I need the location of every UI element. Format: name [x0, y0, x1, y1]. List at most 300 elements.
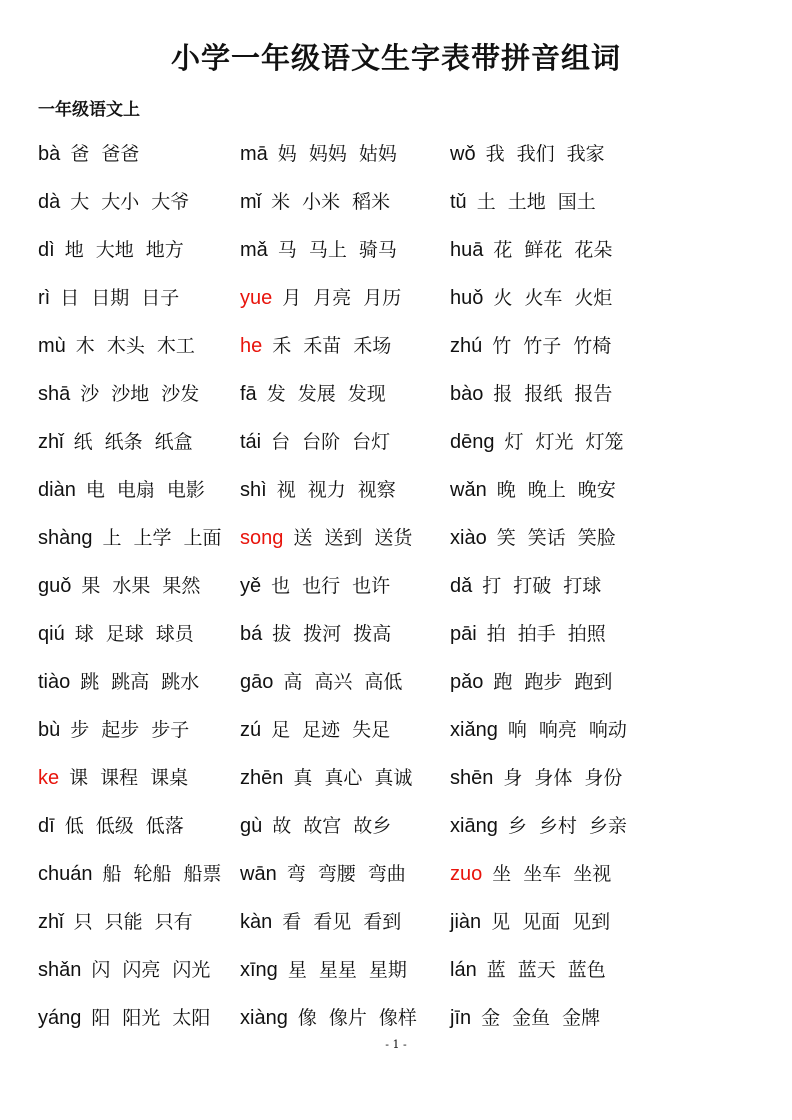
vocab-entry: [38, 948, 210, 996]
pinyin: tǔ: [450, 191, 467, 213]
vocab-entry: [240, 996, 417, 1044]
vocab-entry: [450, 948, 606, 996]
vocab-entry: [38, 804, 184, 852]
word: 闪光: [172, 959, 211, 981]
pinyin: xiào: [450, 527, 487, 549]
pinyin: dī: [38, 815, 55, 837]
vocab-entry: [450, 228, 612, 276]
word: 身体: [534, 767, 573, 789]
character: 月: [282, 287, 302, 309]
character: 弯: [286, 863, 306, 885]
word: 见到: [572, 911, 611, 933]
vocab-entry: [240, 228, 397, 276]
character: 报: [493, 383, 513, 405]
vocab-entry: [38, 228, 184, 276]
word: 纸条: [104, 431, 143, 453]
vocab-entry: [450, 996, 600, 1044]
character: 故: [272, 815, 292, 837]
pinyin: shǎn: [38, 959, 82, 981]
word: 视力: [307, 479, 346, 501]
word: 大地: [95, 239, 134, 261]
character: 阳: [91, 1007, 111, 1029]
word: 星星: [318, 959, 357, 981]
vocab-entry: [240, 708, 390, 756]
pinyin: mǐ: [240, 191, 262, 213]
word: 报告: [574, 383, 613, 405]
character: 高: [283, 671, 303, 693]
word: 课程: [100, 767, 139, 789]
character: 上: [102, 527, 122, 549]
character: 跳: [80, 671, 100, 693]
word: 上学: [133, 527, 172, 549]
vocab-entry: [240, 468, 396, 516]
pinyin: yě: [240, 575, 262, 597]
word: 笑脸: [577, 527, 616, 549]
character: 也: [271, 575, 291, 597]
character: 只: [73, 911, 93, 933]
character: 视: [276, 479, 296, 501]
pinyin: zhú: [450, 335, 483, 357]
word: 跑步: [524, 671, 563, 693]
vocab-entry: [38, 564, 200, 612]
pinyin: zhǐ: [38, 431, 64, 453]
word: 日子: [141, 287, 180, 309]
character: 见: [491, 911, 511, 933]
character: 台: [271, 431, 291, 453]
character: 火: [493, 287, 513, 309]
word: 低级: [95, 815, 134, 837]
character: 笑: [496, 527, 516, 549]
word: 步子: [151, 719, 190, 741]
word: 轮船: [133, 863, 172, 885]
character: 米: [271, 191, 291, 213]
word: 跳高: [111, 671, 150, 693]
vocab-entry: [38, 180, 189, 228]
vocab-row: [0, 900, 792, 948]
vocab-row: [0, 228, 792, 276]
character: 金: [481, 1007, 501, 1029]
pinyin: zhǐ: [38, 911, 64, 933]
vocab-entry: [450, 852, 611, 900]
word: 蓝天: [517, 959, 556, 981]
word: 国土: [557, 191, 596, 213]
word: 真心: [324, 767, 363, 789]
vocab-entry: [240, 132, 397, 180]
word: 闪亮: [122, 959, 161, 981]
character: 足: [271, 719, 291, 741]
word: 只能: [104, 911, 143, 933]
word: 也行: [302, 575, 341, 597]
character: 禾: [272, 335, 292, 357]
character: 星: [287, 959, 307, 981]
character: 乡: [507, 815, 527, 837]
pinyin: xiàng: [240, 1007, 288, 1029]
pinyin: qiú: [38, 623, 65, 645]
vocab-entry: [450, 132, 605, 180]
word: 木头: [106, 335, 145, 357]
vocab-row: [0, 372, 792, 420]
word: 马上: [308, 239, 347, 261]
pinyin: diàn: [38, 479, 76, 501]
pinyin: shā: [38, 383, 71, 405]
character: 蓝: [486, 959, 506, 981]
pinyin: wǎn: [450, 479, 487, 501]
word: 送到: [324, 527, 363, 549]
vocab-entry: [450, 372, 612, 420]
vocab-entry: [38, 660, 199, 708]
word: 稻米: [352, 191, 391, 213]
word: 电扇: [116, 479, 155, 501]
vocab-entry: [240, 420, 390, 468]
character: 拍: [486, 623, 506, 645]
pinyin: huā: [450, 239, 484, 261]
vocab-entry: [38, 900, 193, 948]
character: 灯: [504, 431, 524, 453]
vocab-entry: [38, 276, 179, 324]
vocab-entry: [240, 660, 402, 708]
character: 纸: [73, 431, 93, 453]
word: 像样: [378, 1007, 417, 1029]
vocab-entry: [450, 180, 596, 228]
word: 看到: [363, 911, 402, 933]
vocab-row: [0, 804, 792, 852]
pinyin: dǎ: [450, 575, 473, 597]
vocabulary-table: [0, 132, 792, 1044]
vocab-row: [0, 180, 792, 228]
pinyin: bà: [38, 143, 61, 165]
character: 步: [70, 719, 90, 741]
vocab-row: [0, 612, 792, 660]
vocab-entry: [38, 612, 194, 660]
pinyin: dì: [38, 239, 55, 261]
pinyin: zú: [240, 719, 262, 741]
word: 高低: [364, 671, 403, 693]
word: 木工: [156, 335, 195, 357]
word: 姑妈: [358, 143, 397, 165]
character: 跑: [493, 671, 513, 693]
word: 灯光: [535, 431, 574, 453]
word: 花朵: [574, 239, 613, 261]
character: 打: [482, 575, 502, 597]
vocab-row: [0, 948, 792, 996]
word: 课桌: [150, 767, 189, 789]
pinyin: zhēn: [240, 767, 284, 789]
word: 拨高: [353, 623, 392, 645]
word: 灯笼: [585, 431, 624, 453]
vocab-entry: [38, 996, 210, 1044]
vocab-row: [0, 708, 792, 756]
vocab-row: [0, 852, 792, 900]
vocab-entry: [450, 660, 612, 708]
pinyin: shì: [240, 479, 267, 501]
word: 晚上: [527, 479, 566, 501]
pinyin: dēng: [450, 431, 495, 453]
pinyin: pǎo: [450, 671, 484, 693]
word: 像片: [328, 1007, 367, 1029]
word: 只有: [154, 911, 193, 933]
vocab-entry: [450, 516, 616, 564]
word: 沙发: [161, 383, 200, 405]
word: 骑马: [358, 239, 397, 261]
word: 纸盒: [154, 431, 193, 453]
word: 笑话: [527, 527, 566, 549]
word: 坐车: [523, 863, 562, 885]
word: 拨河: [303, 623, 342, 645]
word: 坐视: [573, 863, 612, 885]
word: 竹椅: [573, 335, 612, 357]
word: 球员: [155, 623, 194, 645]
vocab-row: [0, 756, 792, 804]
character: 看: [282, 911, 302, 933]
vocab-row: [0, 132, 792, 180]
pinyin: bù: [38, 719, 61, 741]
word: 发展: [297, 383, 336, 405]
pinyin: mù: [38, 335, 66, 357]
pinyin: kàn: [240, 911, 273, 933]
word: 阳光: [122, 1007, 161, 1029]
character: 拔: [272, 623, 292, 645]
word: 水果: [112, 575, 151, 597]
vocab-entry: [450, 804, 627, 852]
word: 起步: [101, 719, 140, 741]
vocab-entry: [450, 324, 611, 372]
vocab-entry: [240, 180, 390, 228]
character: 土: [476, 191, 496, 213]
word: 也许: [352, 575, 391, 597]
word: 失足: [352, 719, 391, 741]
pinyin: jīn: [450, 1007, 472, 1029]
vocab-row: [0, 996, 792, 1044]
pinyin: pāi: [450, 623, 477, 645]
vocab-entry: [450, 276, 612, 324]
vocab-entry: [450, 564, 601, 612]
word: 乡村: [538, 815, 577, 837]
vocab-entry: [450, 612, 606, 660]
word: 金鱼: [512, 1007, 551, 1029]
vocab-entry: [450, 756, 622, 804]
character: 真: [293, 767, 313, 789]
character: 闪: [91, 959, 111, 981]
word: 弯曲: [367, 863, 406, 885]
character: 课: [69, 767, 89, 789]
word: 电影: [166, 479, 205, 501]
character: 送: [293, 527, 313, 549]
vocab-entry: [38, 132, 151, 180]
word: 火炬: [574, 287, 613, 309]
vocab-entry: [240, 804, 391, 852]
vocab-entry: [450, 900, 610, 948]
pinyin: chuán: [38, 863, 93, 885]
vocab-entry: [38, 516, 222, 564]
vocab-row: [0, 420, 792, 468]
character: 竹: [492, 335, 512, 357]
pinyin: zuo: [450, 863, 483, 885]
vocab-entry: [38, 708, 189, 756]
vocab-row: [0, 276, 792, 324]
vocab-entry: [240, 852, 406, 900]
vocab-entry: [240, 276, 401, 324]
word: 土地: [507, 191, 546, 213]
word: 打球: [563, 575, 602, 597]
word: 发现: [347, 383, 386, 405]
word: 台灯: [352, 431, 391, 453]
vocab-entry: [38, 324, 195, 372]
character: 我: [485, 143, 505, 165]
word: 星期: [368, 959, 407, 981]
character: 妈: [277, 143, 297, 165]
word: 故宫: [303, 815, 342, 837]
character: 身: [503, 767, 523, 789]
character: 响: [507, 719, 527, 741]
pinyin: guǒ: [38, 575, 72, 597]
character: 发: [266, 383, 286, 405]
pinyin: rì: [38, 287, 51, 309]
word: 台阶: [302, 431, 341, 453]
word: 真诚: [374, 767, 413, 789]
pinyin: gāo: [240, 671, 274, 693]
pinyin: ke: [38, 767, 60, 789]
pinyin: lán: [450, 959, 477, 981]
word: 拍手: [517, 623, 556, 645]
pinyin: gù: [240, 815, 263, 837]
vocab-row: [0, 564, 792, 612]
word: 火车: [524, 287, 563, 309]
word: 高兴: [314, 671, 353, 693]
word: 送货: [374, 527, 413, 549]
page-number: - 1 -: [385, 1038, 407, 1051]
vocab-row: [0, 324, 792, 372]
character: 爸: [70, 143, 90, 165]
word: 响亮: [538, 719, 577, 741]
vocab-entry: [38, 420, 193, 468]
word: 报纸: [524, 383, 563, 405]
pinyin: bào: [450, 383, 484, 405]
word: 太阳: [172, 1007, 211, 1029]
pinyin: song: [240, 527, 284, 549]
word: 打破: [513, 575, 552, 597]
character: 果: [81, 575, 101, 597]
word: 我们: [516, 143, 555, 165]
vocab-entry: [240, 756, 412, 804]
word: 日期: [91, 287, 130, 309]
word: 跳水: [161, 671, 200, 693]
vocab-row: [0, 516, 792, 564]
vocab-entry: [240, 372, 386, 420]
vocab-entry: [38, 756, 188, 804]
word: 看见: [313, 911, 352, 933]
pinyin: he: [240, 335, 263, 357]
pinyin: jiàn: [450, 911, 482, 933]
vocab-row: [0, 468, 792, 516]
word: 果然: [162, 575, 201, 597]
character: 船: [102, 863, 122, 885]
character: 电: [85, 479, 105, 501]
word: 船票: [183, 863, 222, 885]
word: 足迹: [302, 719, 341, 741]
character: 木: [75, 335, 95, 357]
word: 禾场: [353, 335, 392, 357]
page-title: 小学一年级语文生字表带拼音组词: [170, 41, 621, 75]
word: 月历: [363, 287, 402, 309]
character: 低: [64, 815, 84, 837]
word: 故乡: [353, 815, 392, 837]
word: 乡亲: [588, 815, 627, 837]
word: 晚安: [577, 479, 616, 501]
word: 小米: [302, 191, 341, 213]
vocab-entry: [240, 948, 407, 996]
word: 我家: [566, 143, 605, 165]
vocab-entry: [240, 900, 401, 948]
word: 足球: [105, 623, 144, 645]
pinyin: mā: [240, 143, 268, 165]
character: 球: [74, 623, 94, 645]
word: 大小: [101, 191, 140, 213]
pinyin: tái: [240, 431, 262, 453]
vocab-entry: [240, 324, 391, 372]
pinyin: huǒ: [450, 287, 484, 309]
word: 弯腰: [317, 863, 356, 885]
word: 低落: [145, 815, 184, 837]
vocab-row: [0, 660, 792, 708]
pinyin: wǒ: [450, 143, 476, 165]
character: 沙: [80, 383, 100, 405]
pinyin: xīng: [240, 959, 278, 981]
word: 月亮: [313, 287, 352, 309]
pinyin: mǎ: [240, 239, 268, 261]
pinyin: xiǎng: [450, 719, 498, 741]
word: 地方: [145, 239, 184, 261]
pinyin: wān: [240, 863, 277, 885]
word: 见面: [522, 911, 561, 933]
word: 蓝色: [567, 959, 606, 981]
word: 妈妈: [308, 143, 347, 165]
word: 视察: [357, 479, 396, 501]
pinyin: bá: [240, 623, 263, 645]
character: 地: [64, 239, 84, 261]
word: 鲜花: [524, 239, 563, 261]
vocab-entry: [38, 852, 222, 900]
word: 大爷: [151, 191, 190, 213]
vocab-entry: [38, 372, 199, 420]
character: 日: [60, 287, 80, 309]
word: 爸爸: [101, 143, 140, 165]
section-heading: 一年级语文上: [38, 100, 140, 120]
pinyin: fā: [240, 383, 257, 405]
vocab-entry: [38, 468, 205, 516]
word: 身份: [584, 767, 623, 789]
word: 禾苗: [303, 335, 342, 357]
word: 沙地: [111, 383, 150, 405]
pinyin: dà: [38, 191, 61, 213]
word: 拍照: [567, 623, 606, 645]
pinyin: yue: [240, 287, 273, 309]
pinyin: tiào: [38, 671, 71, 693]
word: 跑到: [574, 671, 613, 693]
vocab-entry: [450, 468, 616, 516]
pinyin: shēn: [450, 767, 494, 789]
word: 响动: [588, 719, 627, 741]
character: 花: [493, 239, 513, 261]
pinyin: xiāng: [450, 815, 498, 837]
character: 马: [277, 239, 297, 261]
vocab-entry: [450, 420, 624, 468]
word: 上面: [183, 527, 222, 549]
character: 大: [70, 191, 90, 213]
pinyin: shàng: [38, 527, 93, 549]
word: 金牌: [562, 1007, 601, 1029]
word: 竹子: [523, 335, 562, 357]
vocab-entry: [240, 516, 412, 564]
